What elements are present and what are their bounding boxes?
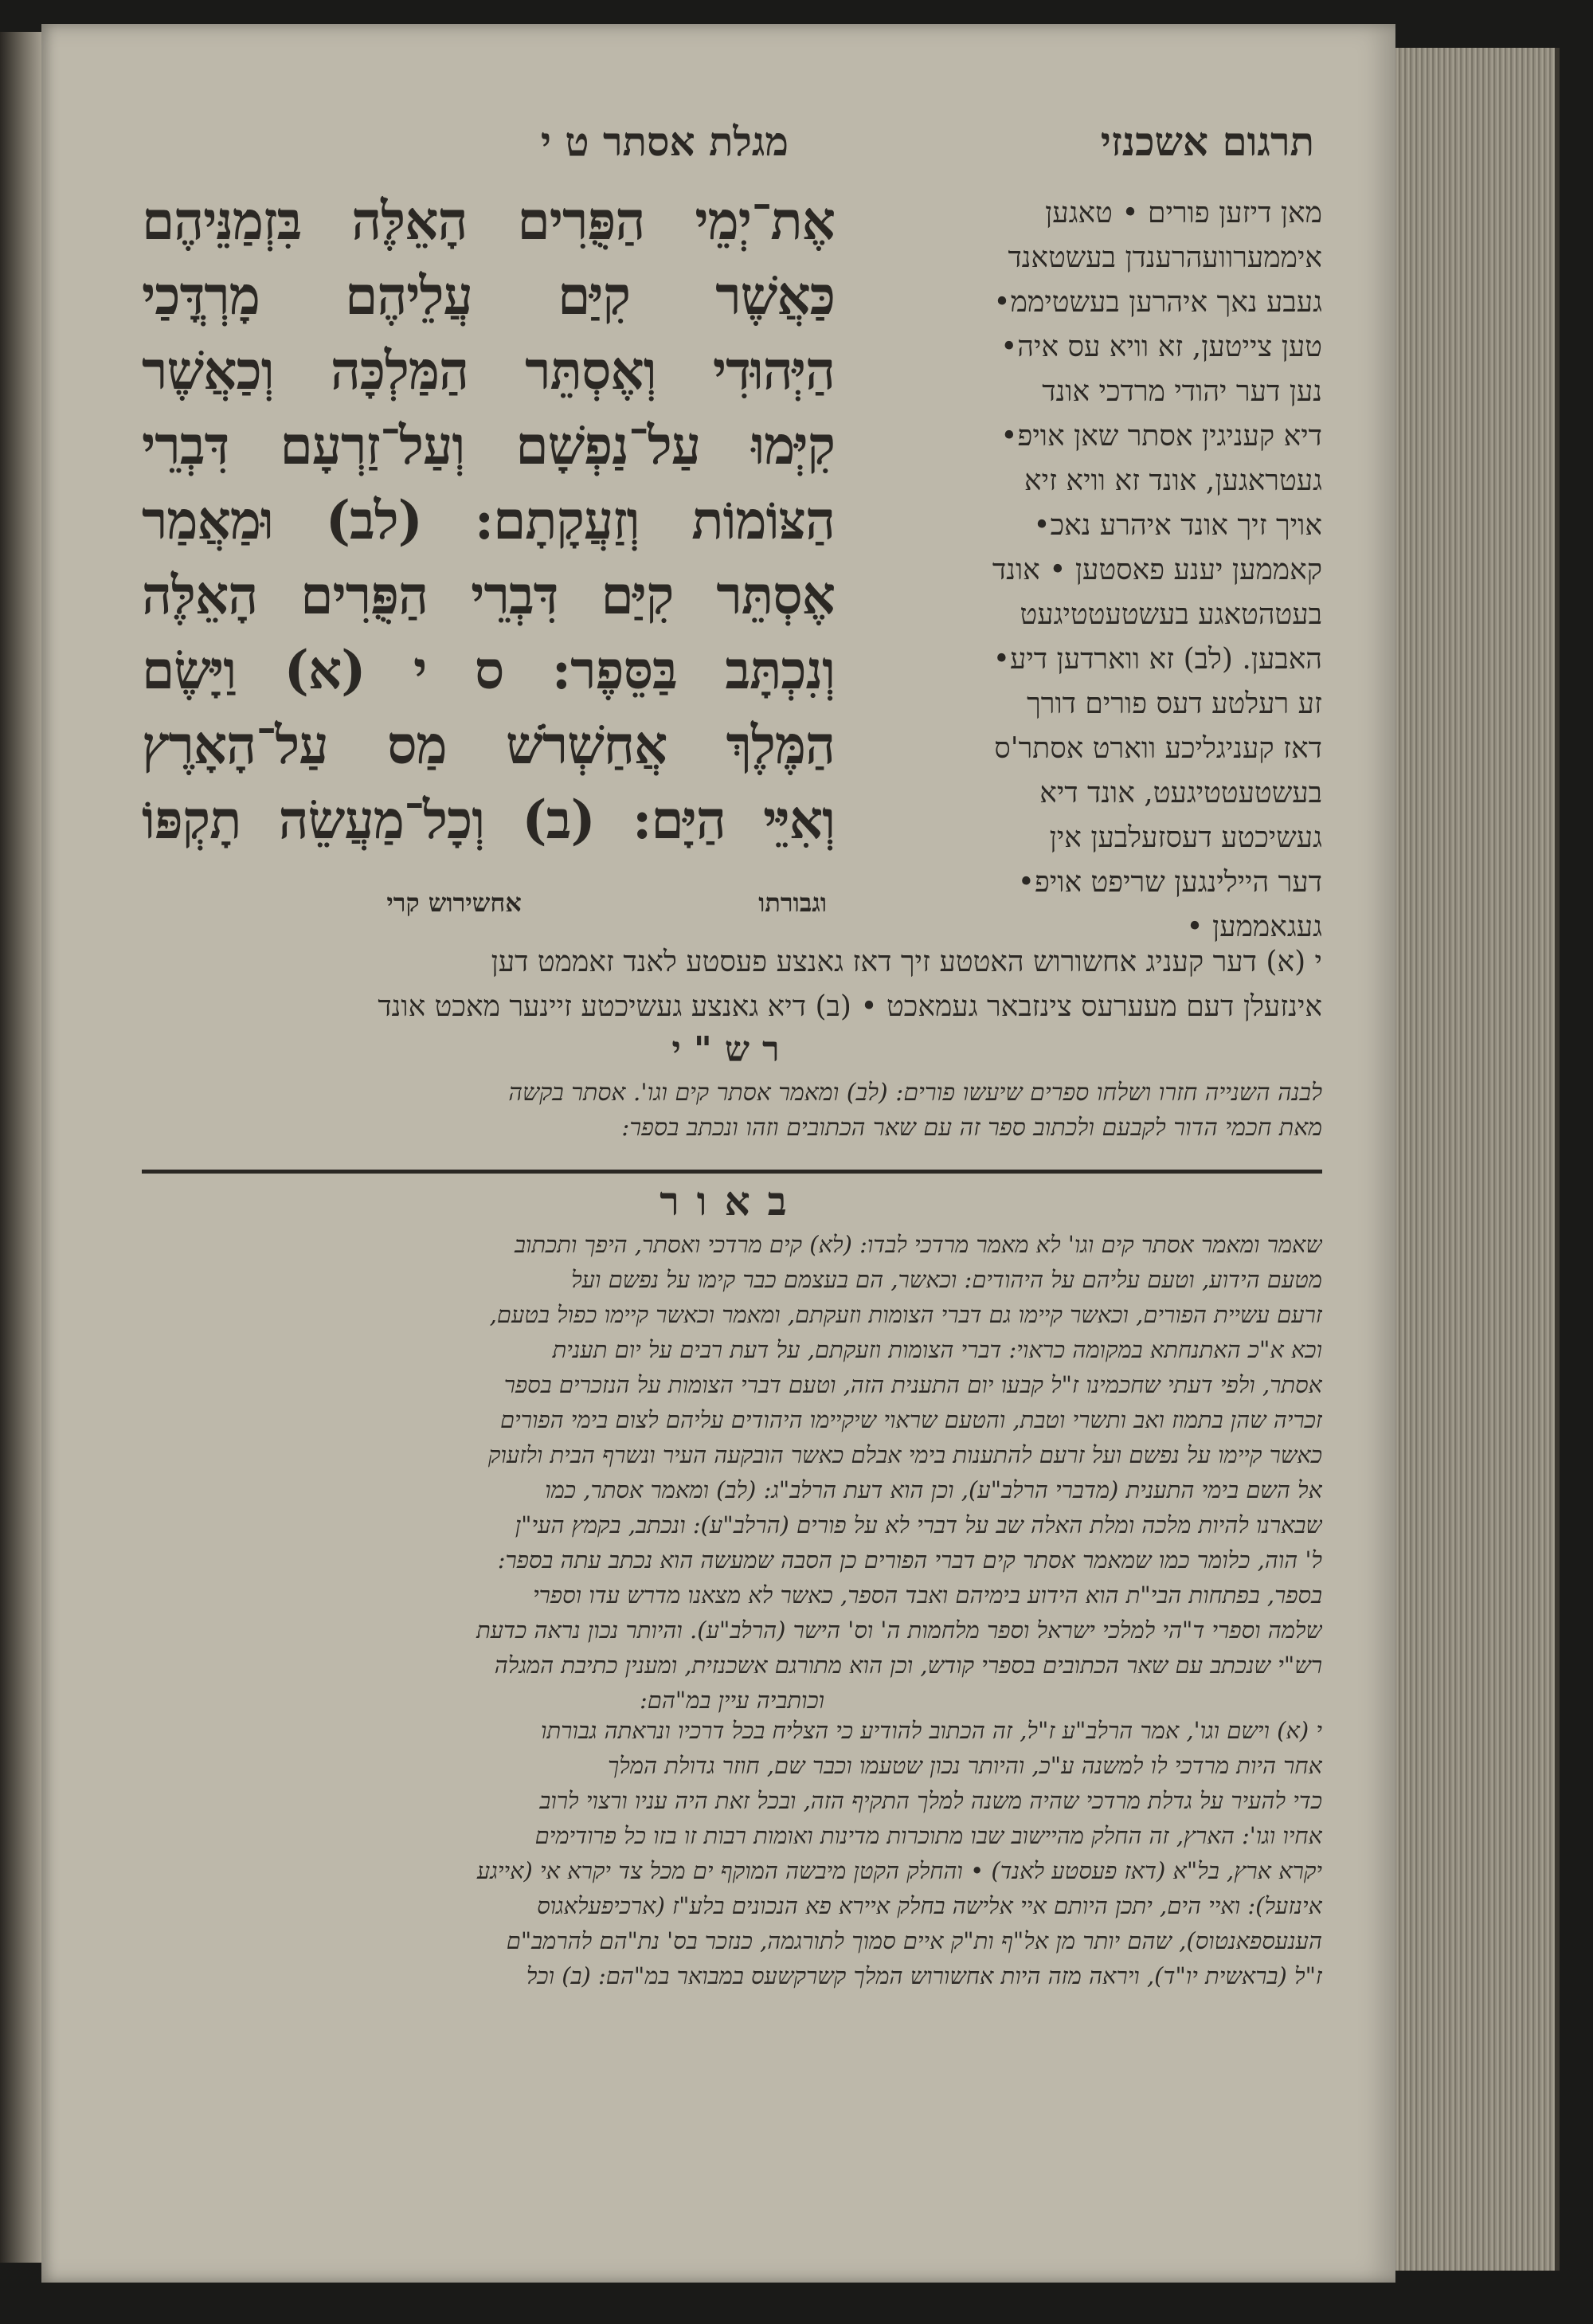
translation-line: בעטהטאגע בעשטעטטיגעט [1020,598,1322,631]
biur-line: אחר היות מרדכי לו למשנה ע"כ, והיותר נכון שטעמו וכבר שם, חוזר גדולת המלך [607,1752,1322,1779]
translation-line: אינזעלן דעם מעערעס צינזבאר געמאכט • (ב) דיא גאנצע געשיכטע זיינער מאכט אונד [378,990,1322,1023]
main-text-line: הַמֶּלֶךְ אֲחַשְׁרֹשׁ מַס עַל־הָאָרֶץ [142,714,835,776]
biur-line: וכא א"כ האתנחתא במקומה כראוי: דברי הצומות וזעקתם, על דעת רבים על יום תענית [552,1336,1322,1363]
main-text-line: הַצּוֹמוֹת וְזַעֲקָתָם: (לב) וּמַאֲמַר [142,489,835,551]
translation-line: קאממען יענע פאסטען • אונד [992,554,1322,586]
biur-line: בספר, בפתחות הבי"ת הוא הידוע בימיהם ואבד הספר, כאשר לא מצאנו מדרש עדו וספרי [533,1581,1322,1609]
main-hebrew-text [142,183,835,918]
biur-line: ז"ל (בראשית יו"ד), ויראה מזה היות אחשורוש המלך קשרקשעס במבואר במ"הם: (ב) וכל [526,1962,1322,1989]
main-text-line: הַיְּהוּדִי וְאֶסְתֵּר הַמַּלְכָּה וְכַאֲשֶׁר [142,339,835,402]
translation-line: זע רעלטע דעס פורים דורך [1027,688,1322,720]
biur-line: מטעם הידוע, וטעם עליהם על היהודים: וכאשר, הם בעצמם כבר קימו על נפשם ועל [571,1266,1322,1293]
translation-line: דער היילינגען שריפט אויפ• [1017,866,1322,899]
biur-line: אל השם בימי התענית (מדברי הרלב"ע), וכן הוא דעת הרלב"ג: (לב) ומאמר אסתר, כמו [545,1476,1322,1503]
biur-line: זכריה שהן בתמוז ואב ותשרי וטבת, והטעם שראוי שיקיימו היהודים עליהם לצום בימי הפורים [500,1406,1322,1433]
main-text-line: אֶסְתֵּר קִיַּם דִּבְרֵי הַפֻּרִים הָאֵלֶּה [142,564,835,626]
rashi-commentary [142,1076,1322,1146]
section-divider [142,1170,1322,1174]
translation-continuation [142,940,1322,1029]
rashi-heading: רש"י [671,1029,793,1070]
translation-line: אויך זיך אונד איהרע נאכ• [1033,509,1322,542]
biur-line: זרעם עשיית הפורים, וכאשר קיימו גם דברי הצומות וזעקתם, ומאמר וכאשר קיימו כפול בטעם, [489,1301,1322,1328]
translation-line: געגאממען • [1186,911,1322,943]
biur-line: אחיו וגו': הארץ, זה החלק מהיישוב שבו מתוכרות מדינות ואומות רבות זו בזו כל פרודימים [534,1822,1322,1849]
biur-heading: באור [660,1178,804,1225]
biur-line: שלמה וספרי ד"הי למלכי ישראל וספר מלחמות ה' וס' הישר (הרלב"ע). והיותר נכון נראה כדעת [476,1617,1322,1644]
main-text-line: וְנִכְתָּב בַּסֵּפֶר: ס י (א) וַיָּשֶׂם [142,639,835,701]
translation-line: דאז קעניגליכע ווארט אסתר'ס [994,732,1322,765]
main-text-line: כַּאֲשֶׁר קִיַּם עֲלֵיהֶם מָרְדֳּכַי [142,265,835,327]
translation-line: האבען. (לב) זא ווארדען דיע• [992,643,1322,676]
biur-line: ל' הוה, כלומר כמו שמאמר אסתר קים דברי הפורים כן הסבה שמעשה הוא נכתב עתה בספר: [497,1546,1322,1574]
translation-line: י (א) דער קעניג אחשורוש האטטע זיך דאז גאנצע פעסטע לאנד זאממט דען [491,946,1322,978]
translation-line: געשיכטע דעסזעלבען אין [1049,821,1322,854]
biur-line: וכותביה עיין במ"הם: [639,1687,825,1714]
biur-line: רש"י שנכתב עם שאר הכתובים בספרי קודש, וכן הוא מתורגם אשכנזית, ומענין כתיבת המגלה [494,1652,1322,1679]
main-text-line: אֶת־יְמֵי הַפֻּרִים הָאֵלֶּה בִּזְמַנֵּיהֶם [142,190,835,252]
biur-commentary-chapter-10 [142,1713,1322,1993]
translation-line: נען דער יהודי מרדכי אונד [1042,375,1322,408]
biur-line: אינזעל): ואיי הים, יתכן היותם איי אלישה בחלק איירא פא הנכונים בלע"ז (ארכיפעלאגוס [537,1892,1322,1919]
marginal-note: אחשירוש קרי [386,888,522,918]
page-stack-edge [1395,48,1560,2271]
marginal-note: וגבורתו [758,888,827,918]
biur-line: שבארנו להיות מלכה ומלת האלה שב על דברי לא על פורים (הרלב"ע): ונכתב, בקמץ העי"ן [515,1511,1322,1538]
biur-commentary [142,1227,1322,1718]
translation-line: איממערוועהרענדן בעשטאנד [1008,241,1322,274]
biur-line: י (א) וישם וגו', אמר הרלב"ע ז"ל, זה הכתוב להודיע כי הצליח בכל דרכיו ונראתה גבורתו [541,1717,1322,1744]
translation-line: געבע נאך איהרען בעשטיממ• [993,286,1322,319]
page-title: מגלת אסתר ט י [540,118,789,165]
biur-line: הענעספאנטוס), שהם יותר מן אל"ף ות"ק איים סמוך לתורגמה, כנזכר בס' נת"הם להרמב"ם [506,1927,1322,1954]
book-left-edge [0,32,41,2263]
main-text-line: וְאִיֵּי הַיָּם: (ב) וְכָל־מַעֲשֵׂה תָקְפּוֹ [142,789,835,851]
translation-column [852,191,1322,950]
biur-line: כאשר קיימו על נפשם ועל זרעם להתענות בימי אבלם כאשר הובקעה העיר ונשרף הבית ולזעוק [487,1441,1322,1468]
rashi-line: לבנה השנייה חזרו ושלחו ספרים שיעשו פורים: (לב) ומאמר אסתר קים וגו'. אסתר בקשה [508,1079,1322,1107]
biur-line: יקרא ארץ, בל"א (דאז פעסטע לאנד) • והחלק הקטן מיבשה המוקף ים מכל צד יקרא אי (אייגע [476,1857,1322,1884]
biur-line: אסתר, ולפי דעתי שחכמינו ז"ל קבעו יום התענית הזה, וטעם דברי הצומות על הנזכרים בספר [503,1371,1322,1398]
translation-line: דיא קעניגין אסתר שאן אויפ• [1000,420,1322,453]
translation-line: טען צייטען, זא וויא עס איה• [1000,331,1322,363]
rashi-line: מאת חכמי הדור לקבעם ולכתוב ספר זה עם שאר הכתובים וזהו ונכתב בספר: [621,1114,1322,1142]
translation-title: תרגום אשכנזי [1100,118,1314,165]
translation-line: געטראגען, אונד זא וויא זיא [1024,464,1322,497]
marginal-notes [142,888,835,918]
biur-line: כדי להעיר על גדלת מרדכי שהיה משנה למלך התקיף הזה, ובכל זאת היה עניו ורצוי לרוב [539,1787,1322,1814]
main-text-line: קִיְּמוּ עַל־נַפְשָׁם וְעַל־זַרְעָם דִּבְרֵי [142,414,835,476]
biur-line: שאמר ומאמר אסתר קים וגו' לא מאמר מרדכי לבדו: (לא) קים מרדכי ואסתר, היפך ותכתוב [514,1231,1322,1258]
translation-line: בעשטעטטיגעט, אונד דיא [1039,777,1322,809]
translation-line: מאן דיזען פורים • טאגען [1045,197,1322,229]
